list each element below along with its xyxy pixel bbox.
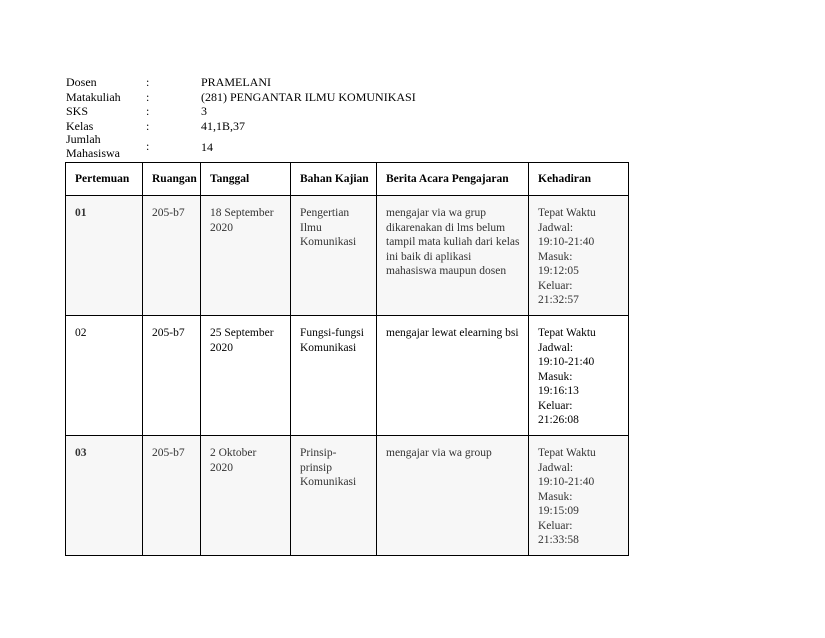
separator-colon: : bbox=[146, 104, 150, 118]
column-header-pertemuan: Pertemuan bbox=[66, 163, 143, 196]
jumlah-mahasiswa-value: 14 bbox=[201, 140, 213, 154]
matakuliah-value: (281) PENGANTAR ILMU KOMUNIKASI bbox=[201, 89, 416, 104]
kelas-value: 41,1B,37 bbox=[201, 118, 246, 133]
column-header-kehadiran: Kehadiran bbox=[529, 163, 629, 196]
cell-pertemuan: 02 bbox=[66, 316, 143, 436]
table-row bbox=[66, 316, 629, 436]
separator-colon: : bbox=[146, 118, 150, 133]
jumlah-mahasiswa-label bbox=[66, 132, 146, 160]
dosen-label: Dosen bbox=[66, 75, 97, 89]
cell-kehadiran bbox=[529, 436, 629, 556]
cell-ruangan: 205-b7 bbox=[143, 316, 201, 436]
sks-value: 3 bbox=[201, 104, 207, 118]
kehadiran-masuk-value: 19:16:13 bbox=[538, 385, 579, 397]
kehadiran-keluar-value: 21:26:08 bbox=[538, 414, 579, 426]
cell-ruangan: 205-b7 bbox=[143, 436, 201, 556]
cell-bahan-kajian: Pengertian Ilmu Komunikasi bbox=[291, 196, 377, 316]
column-header-bahan-kajian: Bahan Kajian bbox=[291, 163, 377, 196]
cell-ruangan: 205-b7 bbox=[143, 196, 201, 316]
kehadiran-jadwal-label: Jadwal: bbox=[538, 461, 574, 474]
table-header-row bbox=[66, 163, 629, 196]
kehadiran-jadwal-label: Jadwal: bbox=[538, 341, 574, 354]
separator-colon: : bbox=[146, 139, 150, 153]
cell-pertemuan: 03 bbox=[66, 436, 143, 556]
kehadiran-jadwal-value: 19:10-21:40 bbox=[538, 476, 595, 488]
sks-label: SKS bbox=[66, 104, 89, 118]
separator-colon: : bbox=[146, 89, 150, 104]
kehadiran-masuk-label: Masuk: bbox=[538, 250, 573, 263]
cell-bahan-kajian: Fungsi-fungsi Komunikasi bbox=[291, 316, 377, 436]
kehadiran-keluar-value: 21:33:58 bbox=[538, 534, 579, 546]
cell-tanggal: 18 September 2020 bbox=[201, 196, 291, 316]
kehadiran-keluar-label: Keluar: bbox=[538, 279, 573, 292]
kehadiran-status: Tepat Waktu bbox=[538, 327, 596, 339]
kehadiran-keluar-value: 21:32:57 bbox=[538, 294, 579, 306]
cell-tanggal: 25 September 2020 bbox=[201, 316, 291, 436]
kehadiran-jadwal-value: 19:10-21:40 bbox=[538, 356, 595, 368]
cell-berita-acara: mengajar via wa grup dikarenakan di lms belum tampil mata kuliah dari kelas ini baik di aplikasi mahasiswa maupun dosen bbox=[377, 196, 529, 316]
cell-berita-acara: mengajar lewat elearning bsi bbox=[377, 316, 529, 436]
separator-colon: : bbox=[146, 75, 150, 89]
cell-tanggal: 2 Oktober 2020 bbox=[201, 436, 291, 556]
kehadiran-masuk-label: Masuk: bbox=[538, 370, 573, 383]
kehadiran-masuk-label: Masuk: bbox=[538, 490, 573, 503]
kehadiran-status: Tepat Waktu bbox=[538, 207, 596, 219]
column-header-tanggal: Tanggal bbox=[201, 163, 291, 196]
cell-berita-acara: mengajar via wa group bbox=[377, 436, 529, 556]
cell-bahan-kajian: Prinsip-prinsip Komunikasi bbox=[291, 436, 377, 556]
matakuliah-label: Matakuliah bbox=[66, 89, 121, 104]
kehadiran-jadwal-label: Jadwal: bbox=[538, 221, 574, 234]
column-header-berita-acara: Berita Acara Pengajaran bbox=[377, 163, 529, 196]
kelas-label: Kelas bbox=[66, 118, 94, 133]
cell-kehadiran bbox=[529, 316, 629, 436]
table-row bbox=[66, 436, 629, 556]
kehadiran-masuk-value: 19:15:09 bbox=[538, 505, 579, 517]
kehadiran-status: Tepat Waktu bbox=[538, 447, 596, 459]
kehadiran-masuk-value: 19:12:05 bbox=[538, 265, 579, 277]
kehadiran-keluar-label: Keluar: bbox=[538, 399, 573, 412]
cell-pertemuan: 01 bbox=[66, 196, 143, 316]
cell-kehadiran bbox=[529, 196, 629, 316]
column-header-ruangan: Ruangan bbox=[143, 163, 201, 196]
attendance-table bbox=[65, 162, 629, 556]
kehadiran-jadwal-value: 19:10-21:40 bbox=[538, 236, 595, 248]
table-row bbox=[66, 196, 629, 316]
jumlah-label-line-1: Jumlah bbox=[66, 132, 101, 146]
dosen-value: PRAMELANI bbox=[201, 75, 272, 89]
jumlah-label-line-2: Mahasiswa bbox=[66, 146, 120, 160]
kehadiran-keluar-label: Keluar: bbox=[538, 519, 573, 532]
